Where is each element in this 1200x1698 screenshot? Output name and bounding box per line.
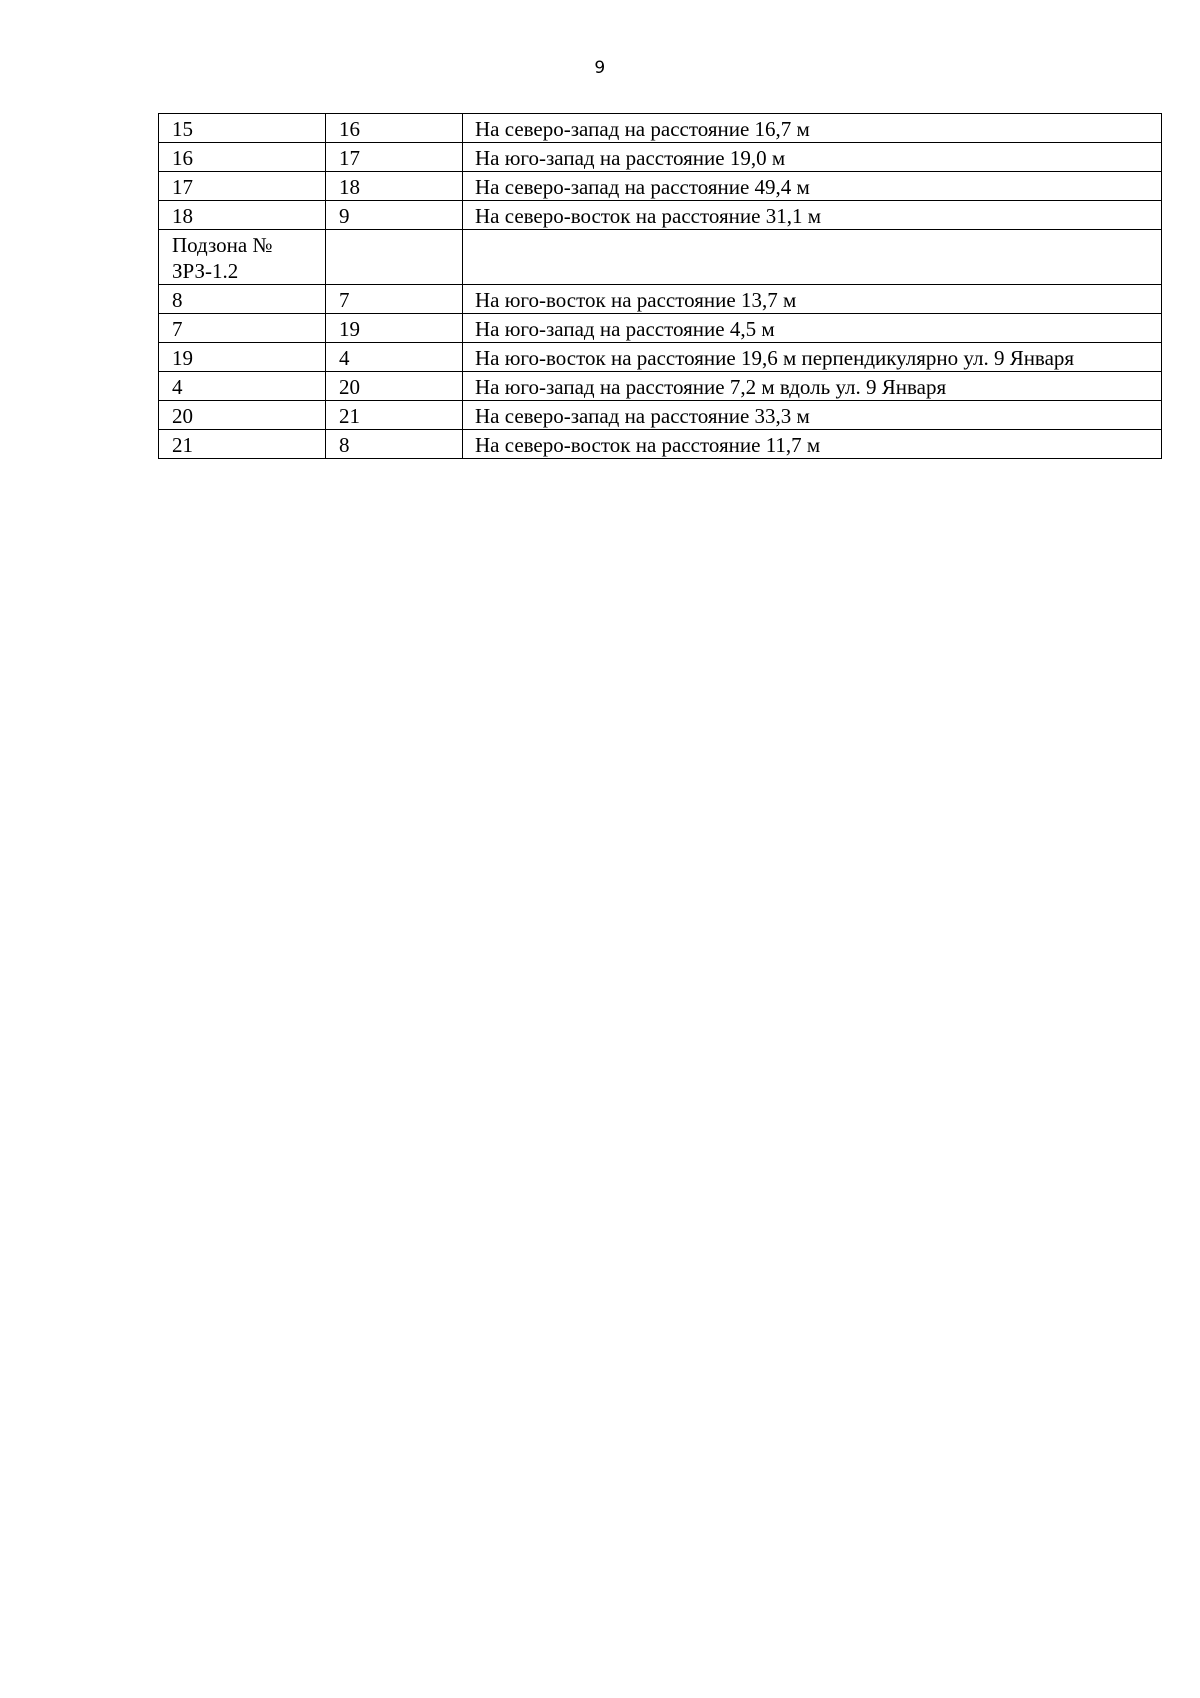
subzone-label-cell: Подзона № ЗРЗ-1.2 — [159, 230, 326, 285]
point-to-cell: 4 — [326, 343, 463, 372]
table-row — [159, 430, 1162, 459]
point-to-cell: 8 — [326, 430, 463, 459]
point-to-cell: 7 — [326, 285, 463, 314]
point-to-cell: 21 — [326, 401, 463, 430]
point-from-cell: 20 — [159, 401, 326, 430]
table-row — [159, 201, 1162, 230]
boundary-description-table — [158, 113, 1162, 459]
page-number: 9 — [594, 58, 606, 78]
description-cell: На юго-восток на расстояние 19,6 м перпендикулярно ул. 9 Января — [463, 343, 1162, 372]
point-to-cell: 17 — [326, 143, 463, 172]
point-to-cell: 9 — [326, 201, 463, 230]
description-cell: На юго-восток на расстояние 13,7 м — [463, 285, 1162, 314]
description-cell — [463, 230, 1162, 285]
description-cell: На юго-запад на расстояние 4,5 м — [463, 314, 1162, 343]
point-from-cell: 4 — [159, 372, 326, 401]
description-cell: На юго-запад на расстояние 7,2 м вдоль ул. 9 Января — [463, 372, 1162, 401]
description-cell: На северо-запад на расстояние 33,3 м — [463, 401, 1162, 430]
point-from-cell: 15 — [159, 114, 326, 143]
description-cell: На северо-запад на расстояние 16,7 м — [463, 114, 1162, 143]
point-from-cell: 8 — [159, 285, 326, 314]
table-row — [159, 401, 1162, 430]
point-from-cell: 16 — [159, 143, 326, 172]
subzone-header-row — [159, 230, 1162, 285]
point-from-cell: 19 — [159, 343, 326, 372]
table-row — [159, 285, 1162, 314]
point-to-cell: 16 — [326, 114, 463, 143]
table-row — [159, 372, 1162, 401]
table-row — [159, 172, 1162, 201]
point-to-cell: 19 — [326, 314, 463, 343]
point-from-cell: 21 — [159, 430, 326, 459]
table-row — [159, 314, 1162, 343]
point-from-cell: 7 — [159, 314, 326, 343]
description-cell: На северо-восток на расстояние 11,7 м — [463, 430, 1162, 459]
point-from-cell: 18 — [159, 201, 326, 230]
point-to-cell: 18 — [326, 172, 463, 201]
description-cell: На юго-запад на расстояние 19,0 м — [463, 143, 1162, 172]
point-from-cell: 17 — [159, 172, 326, 201]
description-cell: На северо-запад на расстояние 49,4 м — [463, 172, 1162, 201]
point-to-cell: 20 — [326, 372, 463, 401]
table-row — [159, 114, 1162, 143]
description-cell: На северо-восток на расстояние 31,1 м — [463, 201, 1162, 230]
table-row — [159, 343, 1162, 372]
point-to-cell — [326, 230, 463, 285]
table-row — [159, 143, 1162, 172]
